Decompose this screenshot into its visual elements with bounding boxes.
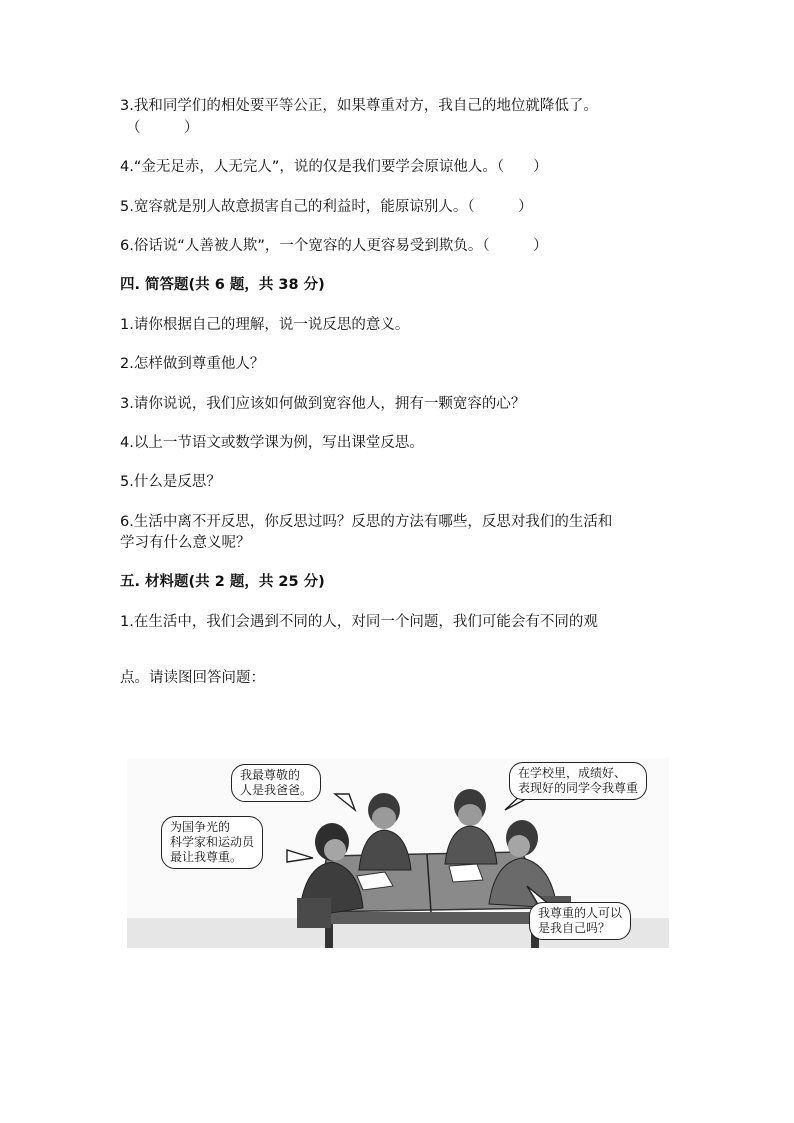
bubble-text-line: 是我自己吗？ xyxy=(538,921,611,935)
tf-item-3-blank: （ ） xyxy=(126,120,199,136)
tf-item-5: 5.宽容就是别人故意损害自己的利益时，能原谅别人。（ ） xyxy=(120,199,533,215)
bubble-text-line: 在学校里，成绩好、 xyxy=(518,766,627,780)
classroom-illustration xyxy=(127,758,669,948)
speech-bubble-top-right xyxy=(509,762,647,800)
bubble-text-line: 我最尊敬的 xyxy=(240,768,301,782)
s4-question-5: 5.什么是反思？ xyxy=(120,474,221,490)
s4-question-6-cont: 学习有什么意义呢？ xyxy=(120,535,251,551)
s4-question-1: 1.请你根据自己的理解，说一说反思的意义。 xyxy=(120,317,410,333)
speech-bubble-bottom-right xyxy=(529,902,631,940)
s4-question-2: 2.怎样做到尊重他人？ xyxy=(120,356,265,372)
speech-bubble-top-left xyxy=(231,764,321,802)
bubble-text-line: 人是我爸爸。 xyxy=(240,783,313,797)
bubble-text-line: 我尊重的人可以 xyxy=(538,906,623,920)
tf-item-4: 4.“金无足赤，人无完人”，说的仅是我们要学会原谅他人。（ ） xyxy=(120,159,548,175)
s4-question-4: 4.以上一节语文或数学课为例，写出课堂反思。 xyxy=(120,435,424,451)
s4-question-6: 6.生活中离不开反思，你反思过吗？反思的方法有哪些，反思对我们的生活和 xyxy=(120,514,613,530)
speech-bubble-left xyxy=(161,816,263,869)
bubble-text-line: 最让我尊重。 xyxy=(170,850,243,864)
section-4-title: 四. 简答题(共 6 题，共 38 分) xyxy=(120,277,325,293)
bubble-text-line: 科学家和运动员 xyxy=(170,835,255,849)
bubble-text-line: 为国争光的 xyxy=(170,820,231,834)
bubble-text-line: 表现好的同学令我尊重 xyxy=(518,781,639,795)
tf-item-6: 6.俗话说“人善被人欺”，一个宽容的人更容易受到欺负。（ ） xyxy=(120,238,548,254)
tf-item-3: 3.我和同学们的相处要平等公正，如果尊重对方，我自己的地位就降低了。 xyxy=(120,98,598,114)
section-5-title: 五. 材料题(共 2 题，共 25 分) xyxy=(120,574,325,590)
s5-question-1: 1.在生活中，我们会遇到不同的人，对同一个问题，我们可能会有不同的观 xyxy=(120,614,598,630)
s4-question-3: 3.请你说说，我们应该如何做到宽容他人，拥有一颗宽容的心？ xyxy=(120,396,526,412)
s5-question-1-cont: 点。请读图回答问题： xyxy=(120,670,265,686)
